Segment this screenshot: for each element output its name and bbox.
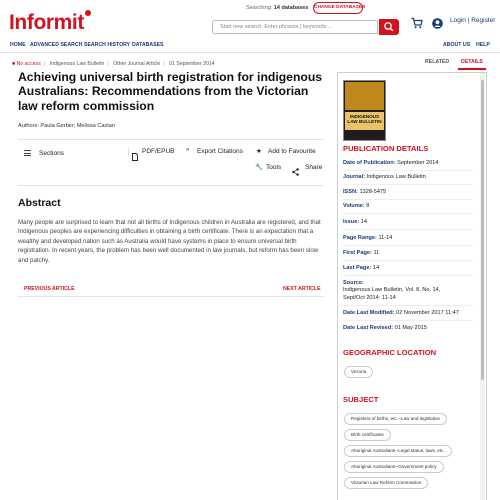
toolbar-divider <box>128 148 129 156</box>
geographic-tag-victoria[interactable]: Victoria <box>344 366 373 378</box>
meta-separator: | <box>107 61 109 67</box>
share-icon <box>292 163 299 181</box>
quote-icon: ” <box>186 148 190 155</box>
detail-label: First Page: <box>343 250 372 256</box>
previous-article-link[interactable]: PREVIOUS ARTICLE <box>24 286 75 292</box>
journal-cover-title: INDIGENOUS LAW BULLETIN <box>347 114 382 124</box>
star-icon: ★ <box>256 148 262 155</box>
nav-search-history[interactable]: SEARCH HISTORY <box>84 42 131 48</box>
cart-icon[interactable] <box>411 16 423 28</box>
sections-icon <box>24 150 31 156</box>
detail-label: Issue: <box>343 219 360 225</box>
detail-divider <box>343 245 473 246</box>
meta-date: 01 September 2014 <box>169 61 215 67</box>
nav-about-us[interactable]: ABOUT US <box>443 42 471 48</box>
divider <box>18 185 324 186</box>
sections-button[interactable]: Sections <box>39 150 64 157</box>
detail-divider <box>343 199 473 200</box>
detail-divider <box>343 275 473 276</box>
subject-tag[interactable]: Registers of births, etc.--Law and legislation <box>344 413 447 425</box>
search-input[interactable]: Start new search. Enter phrases | keywords ... <box>212 20 378 34</box>
meta-type: Other Journal Article <box>113 61 161 67</box>
geographic-location-heading: GEOGRAPHIC LOCATION <box>343 348 437 357</box>
detail-source-value-line2: Sept/Oct 2014: 11-14 <box>343 295 396 301</box>
detail-label: ISSN: <box>343 189 358 195</box>
add-to-favourite-button[interactable]: Add to Favourite <box>268 148 316 155</box>
informit-logo[interactable] <box>9 11 91 35</box>
detail-label: Page Range: <box>343 235 377 241</box>
subject-heading: SUBJECT <box>343 395 379 404</box>
subject-tag[interactable]: Aboriginal Australians--Government policy <box>344 461 444 473</box>
detail-label: Last Page: <box>343 265 372 271</box>
next-article-link[interactable]: NEXT ARTICLE <box>283 286 321 292</box>
detail-journal <box>343 174 426 180</box>
access-status: No access <box>16 61 41 67</box>
subject-tag[interactable]: Victorian Law Reform Commission <box>344 477 428 489</box>
detail-value: 01 May 2015 <box>394 325 427 331</box>
share-button[interactable]: Share <box>305 164 323 171</box>
meta-separator: | <box>163 61 165 67</box>
export-citations-button[interactable]: Export Citations <box>197 148 243 155</box>
detail-value: September 2014 <box>397 160 439 166</box>
detail-value: 02 November 2017 11:47 <box>396 310 459 316</box>
searching-count: 14 databases <box>273 5 309 11</box>
active-tab-indicator <box>458 68 486 70</box>
subject-tag[interactable]: Birth certificates <box>344 429 391 441</box>
detail-divider <box>343 213 473 214</box>
detail-value: 14 <box>360 219 367 225</box>
detail-label: Date Last Revised: <box>343 325 394 331</box>
detail-label: Source: <box>343 280 364 286</box>
detail-divider <box>343 305 473 306</box>
abstract-text: Many people are surprised to learn that not all births of Indigenous children in Australia are registered, and that Indigenous peoples are experiencing difficulties in obtaining a birth certificate. There is an expectation that a wealthy and developed nation such as Australia would have systems in place to ensure universal birth registration. In recent years, the problem has been well documented in law journals, but reform has been slow and patchy. <box>18 219 321 264</box>
meta-separator: | <box>43 61 46 67</box>
logo-dot-icon <box>85 10 91 16</box>
detail-date-last-revised <box>343 325 427 331</box>
article-meta <box>12 61 215 67</box>
abstract-heading: Abstract <box>18 197 61 209</box>
divider <box>18 296 324 297</box>
detail-divider <box>343 170 473 171</box>
detail-divider <box>343 260 473 261</box>
search-icon <box>379 19 399 35</box>
lock-icon: ■ <box>12 61 16 67</box>
tools-button[interactable]: Tools <box>266 164 282 171</box>
wrench-icon: 🔧 <box>255 164 264 171</box>
subject-tag[interactable]: Aboriginal Australians--Legal status, laws, etc. <box>344 445 452 457</box>
detail-divider <box>343 320 473 321</box>
detail-value: Indigenous Law Bulletin <box>366 174 426 180</box>
detail-value: 11-14 <box>378 235 393 241</box>
detail-value: 8 <box>366 203 370 209</box>
detail-source-value-line1: Indigenous Law Bulletin, Vol. 8, No. 14, <box>343 287 441 293</box>
login-register-link[interactable]: Login | Register <box>450 17 496 24</box>
change-databases-button[interactable]: CHANGE DATABASES <box>313 2 363 14</box>
searching-prefix: Searching: <box>246 5 273 11</box>
nav-advanced-search[interactable]: ADVANCED SEARCH <box>30 42 83 48</box>
nav-databases[interactable]: DATABASES <box>132 42 164 48</box>
nav-home[interactable]: HOME <box>10 42 26 48</box>
detail-divider <box>343 184 473 185</box>
detail-volume <box>343 203 369 209</box>
searching-databases-label <box>246 5 308 11</box>
user-icon[interactable] <box>432 16 443 27</box>
search-button[interactable] <box>379 19 399 35</box>
meta-publication[interactable]: Indigenous Law Bulletin <box>49 61 105 67</box>
pdf-epub-button[interactable]: PDF/EPUB <box>142 148 175 155</box>
detail-value: 14 <box>372 265 380 271</box>
detail-label: Journal: <box>343 174 366 180</box>
detail-value: 11 <box>373 250 380 256</box>
article-title: Achieving universal birth registration for indigenous Australians: Recommendations from the Victorian law reform commission <box>18 70 323 113</box>
detail-issn <box>343 189 386 195</box>
article-authors: Authors: Paula Gerber; Melissa Castan <box>18 123 116 129</box>
detail-label: Date Last Modified: <box>343 310 395 316</box>
detail-value: 1328-5475 <box>359 189 387 195</box>
logo-text: Informit <box>9 11 84 34</box>
detail-divider <box>343 229 473 230</box>
detail-last-page <box>343 265 379 271</box>
detail-issue <box>343 219 367 225</box>
detail-source-label <box>343 280 364 286</box>
detail-label: Volume: <box>343 203 365 209</box>
detail-first-page <box>343 250 379 256</box>
publication-details-heading: PUBLICATION DETAILS <box>343 144 429 153</box>
detail-date-last-modified <box>343 310 459 316</box>
panel-scrollbar-thumb[interactable] <box>481 80 484 380</box>
pdf-icon <box>132 148 138 166</box>
divider <box>18 139 324 140</box>
journal-cover-photo <box>345 82 384 110</box>
detail-date-of-publication <box>343 160 438 166</box>
detail-label: Date of Publication: <box>343 160 396 166</box>
tab-related[interactable]: RELATED <box>425 59 450 65</box>
nav-help[interactable]: HELP <box>476 42 490 48</box>
detail-page-range <box>343 235 392 241</box>
tab-details[interactable]: DETAILS <box>461 59 483 65</box>
